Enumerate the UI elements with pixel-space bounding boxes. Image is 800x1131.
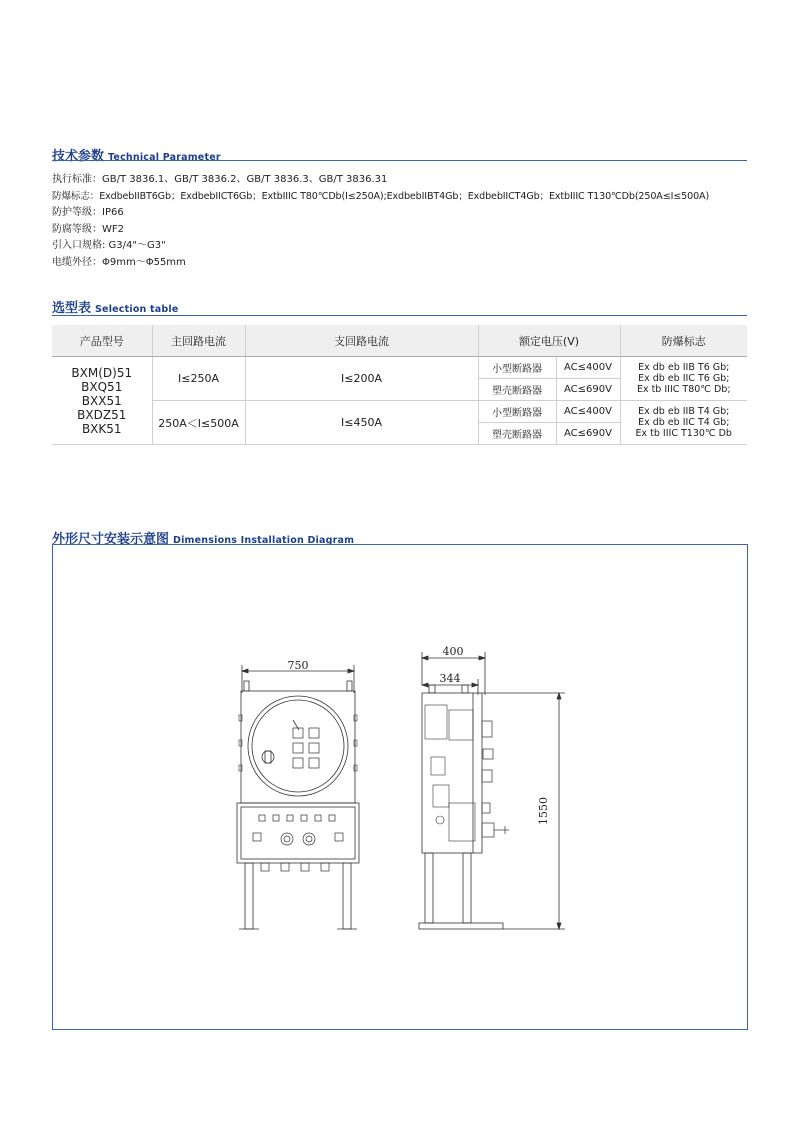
technical-parameter-heading (52, 145, 221, 164)
explosion-mark: Ex db eb IIC T6 Gb; (638, 373, 730, 384)
model-name: BXK51 (81, 421, 122, 436)
col-explosion-mark: 防爆标志 (620, 325, 747, 357)
dimensions-drawing (53, 545, 747, 1029)
heading-en: Technical Parameter (108, 152, 221, 163)
breaker-voltage: AC≤400V (556, 401, 620, 423)
breaker-type: 塑壳断路器 (478, 379, 556, 401)
param-protection: 防护等级：IP66 (52, 207, 124, 218)
heading-en: Dimensions Installation Diagram (173, 535, 355, 546)
breaker-type: 小型断路器 (478, 357, 556, 379)
model-name: BXX51 (81, 393, 122, 408)
front-view (237, 659, 359, 929)
heading-en: Selection table (95, 304, 179, 315)
side-view (419, 645, 565, 929)
explosion-mark: Ex db eb IIC T4 Gb; (638, 417, 730, 428)
explosion-mark-cell (620, 401, 747, 445)
param-standard: 执行标准：GB/T 3836.1、GB/T 3836.2、GB/T 3836.3、GB/T 3836.31 (52, 174, 388, 185)
branch-current: I≤200A (245, 357, 478, 401)
selection-table (52, 325, 747, 445)
breaker-type: 小型断路器 (478, 401, 556, 423)
breaker-voltage: AC≤690V (556, 423, 620, 445)
param-inlet: 引入口规格: G3/4"～G3" (52, 240, 166, 251)
main-current: 250A＜I≤500A (152, 401, 245, 445)
dim-width-label: 750 (287, 659, 309, 672)
model-list (52, 357, 152, 445)
col-rated-voltage: 额定电压(V) (478, 325, 620, 357)
main-current: I≤250A (152, 357, 245, 401)
col-main-current: 主回路电流 (152, 325, 245, 357)
col-branch-current: 支回路电流 (245, 325, 478, 357)
heading-cn: 选型表 (52, 301, 92, 316)
branch-current: I≤450A (245, 401, 478, 445)
param-cable: 电缆外径：Φ9mm～Φ55mm (52, 256, 186, 268)
breaker-type: 塑壳断路器 (478, 423, 556, 445)
table-header-row (52, 325, 747, 357)
section-divider (52, 160, 747, 161)
param-explosion-mark: 防爆标志：ExdbebIIBT6Gb；ExdbebIICT6Gb；ExtbIIIC T80℃Db(I≤250A);ExdbebIIBT4Gb；ExdbebIICT4Gb；ExtbIIIC T130℃Db(250A≤I≤500A) (52, 190, 710, 202)
technical-parameter-list (52, 172, 709, 271)
explosion-mark: Ex db eb IIB T4 Gb; (638, 406, 730, 417)
param-anticorrosion: 防腐等级：WF2 (52, 223, 125, 235)
heading-cn: 技术参数 (52, 149, 105, 164)
heading-cn: 外形尺寸安装示意图 (52, 532, 170, 547)
explosion-mark: Ex tb IIIC T80℃ Db; (636, 384, 731, 395)
model-name: BXM(D)51 (71, 365, 133, 380)
table-row (52, 401, 747, 423)
explosion-mark: Ex tb IIIC T130℃ Db (635, 428, 732, 439)
dimensions-diagram-frame (52, 544, 748, 1030)
dim-depth-label: 400 (442, 645, 464, 658)
selection-table-heading (52, 297, 178, 316)
explosion-mark: Ex db eb IIB T6 Gb; (638, 362, 730, 373)
col-model: 产品型号 (52, 325, 152, 357)
table-row (52, 357, 747, 379)
dim-inner-depth-label: 344 (439, 672, 461, 685)
model-name: BXDZ51 (77, 407, 127, 422)
explosion-mark-cell (620, 357, 747, 401)
breaker-voltage: AC≤400V (556, 357, 620, 379)
dim-height-label: 1550 (537, 797, 550, 825)
section-divider (52, 315, 747, 316)
model-name: BXQ51 (81, 379, 123, 394)
breaker-voltage: AC≤690V (556, 379, 620, 401)
